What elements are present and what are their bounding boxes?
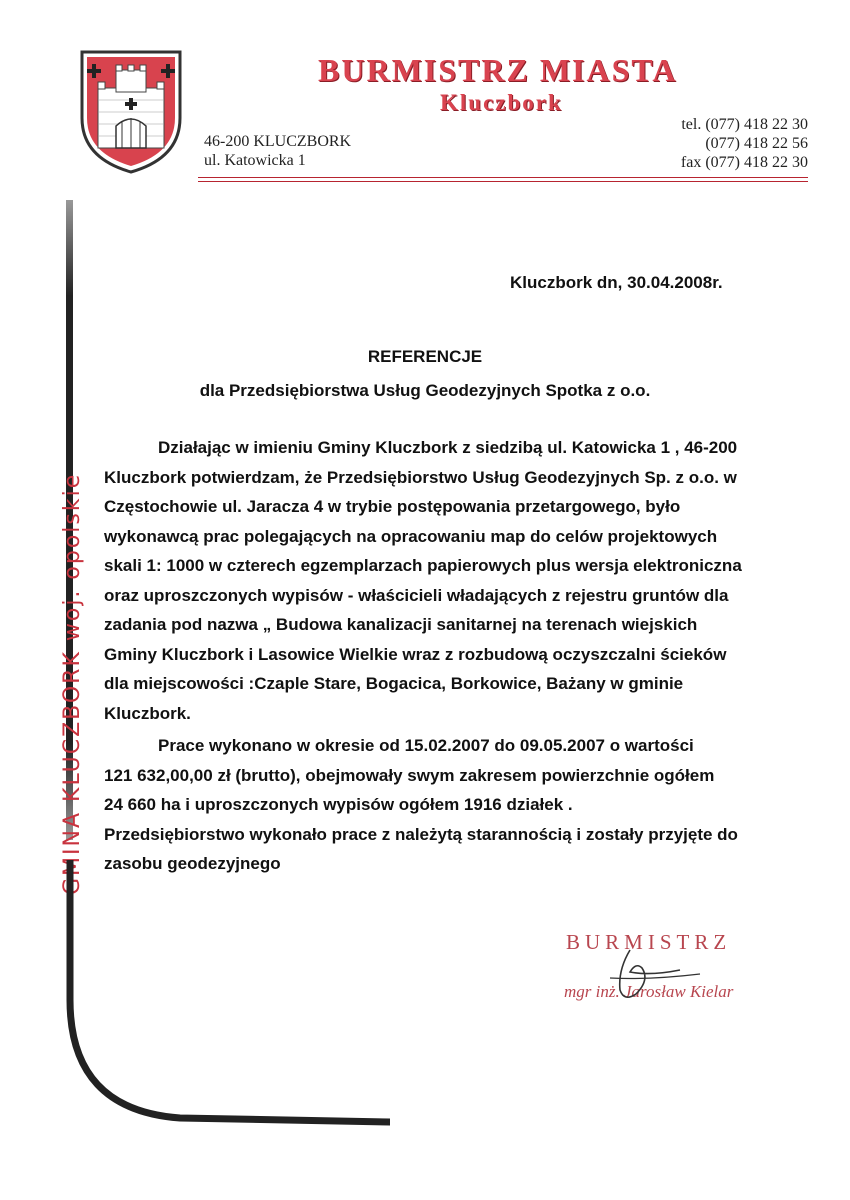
- signature-name-stamp: mgr inż. Jarosław Kielar: [564, 982, 734, 1001]
- paragraph-line: Działając w imieniu Gminy Kluczbork z siedzibą ul. Katowicka 1 , 46-200: [158, 438, 738, 457]
- header-city: Kluczbork: [440, 90, 563, 115]
- paragraph-2: [104, 731, 774, 879]
- address-line-1: 46-200 KLUCZBORK: [204, 133, 352, 150]
- document-title: REFERENCJE: [367, 347, 483, 366]
- handwritten-signature: [590, 940, 710, 1010]
- paragraph-line: 121 632,00,00 zł (brutto), obejmowały swym zakresem powierzchnie ogółem: [104, 765, 715, 785]
- paragraph-line: dla miejscowości :Czaple Stare, Bogacica, Borkowice, Bażany w gminie: [104, 674, 684, 693]
- paragraph-line: Gminy Kluczbork i Lasowice Wielkie wraz z rozbudową oczyszczalni ścieków: [104, 644, 727, 664]
- corner-decoration: [60, 860, 390, 1130]
- document-subtitle: dla Przedsiębiorstwa Usług Geodezyjnych Spotka z o.o.: [199, 381, 651, 400]
- signature-title-stamp: BURMISTRZ: [566, 930, 732, 954]
- paragraph-line: Kluczbork.: [104, 703, 191, 723]
- paragraph-line: zadania pod nazwa „ Budowa kanalizacji sanitarnej na terenach wiejskich: [104, 615, 698, 634]
- paragraph-line: Częstochowie ul. Jaracza 4 w trybie postępowania przetargowego, było: [104, 497, 681, 516]
- date-line: Kluczbork dn, 30.04.2008r.: [510, 273, 723, 292]
- contact-phone-1: tel. (077) 418 22 30: [681, 116, 808, 133]
- paragraph-line: skali 1: 1000 w czterech egzemplarzach papierowych plus wersja elektroniczna: [104, 556, 742, 575]
- paragraph-line: oraz uproszczonych wypisów - właścicieli władających z rejestru gruntów dla: [104, 585, 729, 605]
- side-text: GMINA KLUCZBORK woj. opolskie: [60, 472, 85, 895]
- paragraph-line: Przedsiębiorstwo wykonało prace z należytą starannością i zostały przyjęte do: [104, 824, 738, 844]
- header-title: BURMISTRZ MIASTA: [318, 52, 678, 88]
- contact-phone-2: (077) 418 22 56: [705, 135, 808, 152]
- paragraph-line: Prace wykonano w okresie od 15.02.2007 do 09.05.2007 o wartości: [158, 736, 694, 755]
- coat-of-arms-logo: [78, 48, 184, 176]
- contact-fax: fax (077) 418 22 30: [680, 154, 808, 171]
- paragraph-line: 24 660 ha i uproszczonych wypisów ogółem 1916 działek .: [104, 795, 573, 814]
- paragraph-1: [104, 433, 774, 728]
- header-divider-bottom: [198, 181, 808, 182]
- paragraph-line: zasobu geodezyjnego: [104, 854, 281, 873]
- paragraph-line: Kluczbork potwierdzam, że Przedsiębiorstwo Usług Geodezyjnych Sp. z o.o. w: [104, 467, 737, 487]
- paragraph-line: wykonawcą prac polegających na opracowaniu map do celów projektowych: [104, 526, 718, 546]
- address-line-2: ul. Katowicka 1: [204, 152, 306, 169]
- header-divider-top: [198, 177, 808, 178]
